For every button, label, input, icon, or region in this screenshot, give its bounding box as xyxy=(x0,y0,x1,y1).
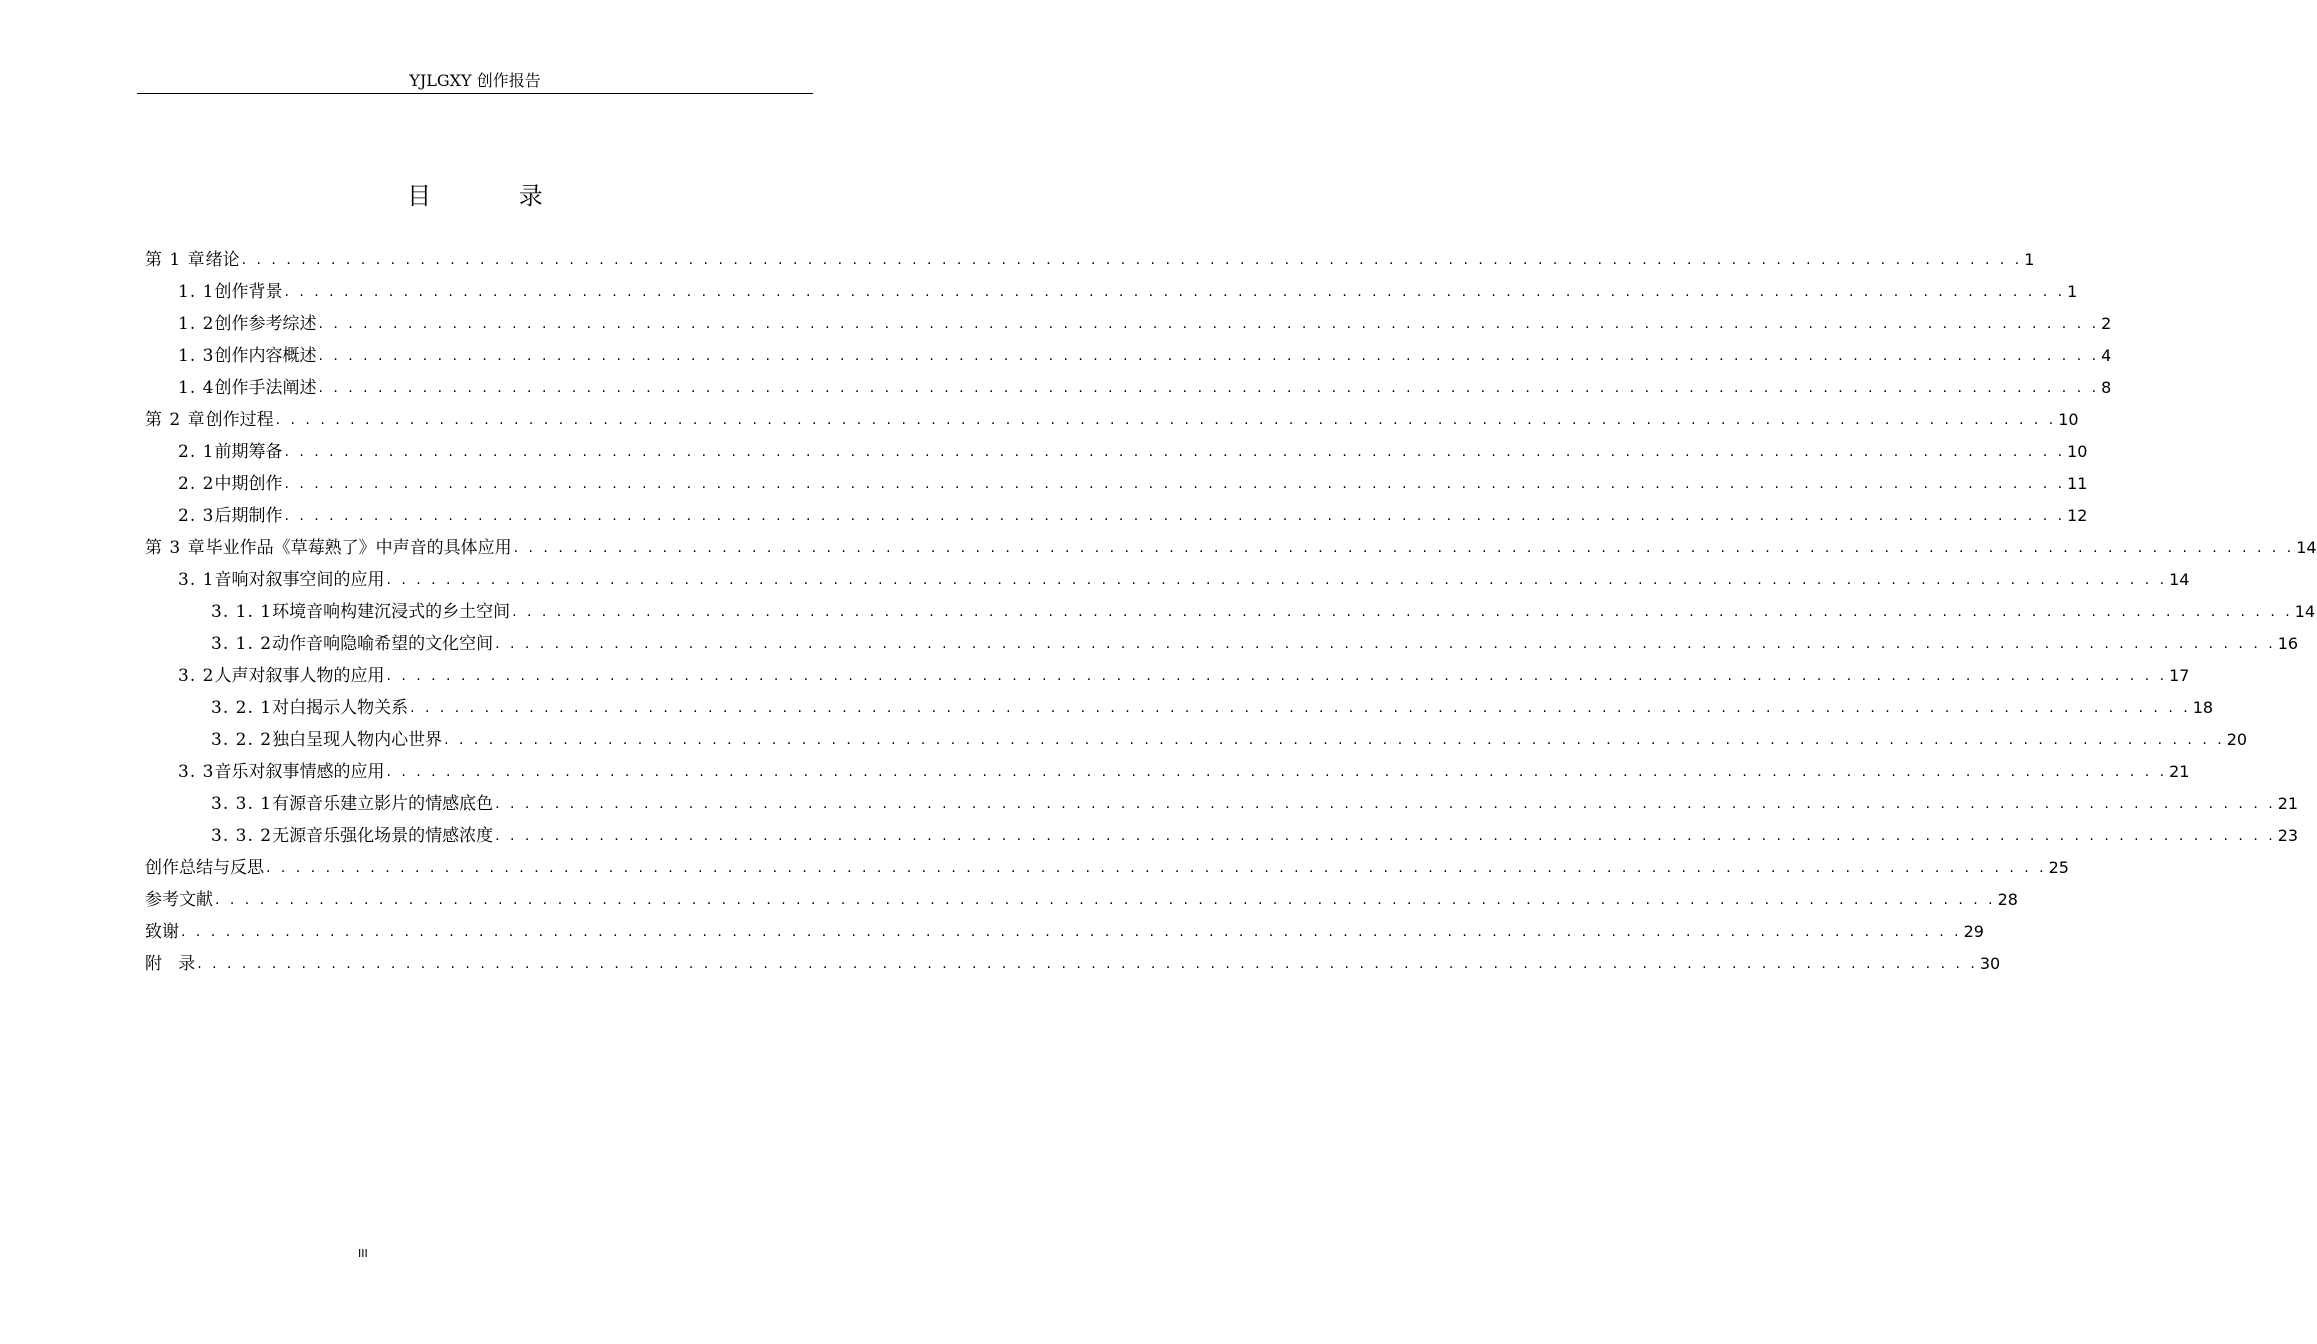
toc-dot-leader: . . . . . . . . . . . . . . . . . . . . . . . . . . . . . . . . . . . . . . . . . . . . . . . . . . . . . . . . . . . . . . . . . . . . . . . . . . . . . . . . . . . . . . . . . . . . . . . . . . . . . . . . . . . . . . . . . . . . . . . . xyxy=(215,892,1996,908)
toc-dot-leader: . . . . . . . . . . . . . . . . . . . . . . . . . . . . . . . . . . . . . . . . . . . . . . . . . . . . . . . . . . . . . . . . . . . . . . . . . . . . . . . . . . . . . . . . . . . . . . . . . . . . . . . . . . . . . . . . . . . . . . . . xyxy=(284,444,2066,460)
toc-entry-page: 16 xyxy=(2277,634,2299,653)
toc-entry[interactable] xyxy=(145,916,1984,948)
toc-entry[interactable] xyxy=(145,404,2079,436)
toc-entry-number: 1. 2 xyxy=(178,314,215,334)
toc-dot-leader: . . . . . . . . . . . . . . . . . . . . . . . . . . . . . . . . . . . . . . . . . . . . . . . . . . . . . . . . . . . . . . . . . . . . . . . . . . . . . . . . . . . . . . . . . . . . . . . . . . . . . . . . . . . . . . . . . . . . . . . . xyxy=(318,316,2100,332)
toc-entry-page: 8 xyxy=(2101,378,2112,397)
toc-entry-title: 附 录 xyxy=(145,954,196,974)
toc-entry-page: 10 xyxy=(2058,410,2079,429)
toc-title: 目 录 xyxy=(407,182,583,210)
toc-entry-title: 环境音响构建沉浸式的乡土空间 xyxy=(272,602,511,622)
toc-entry-number: 2. 1 xyxy=(178,442,215,462)
toc-dot-leader: . . . . . . . . . . . . . . . . . . . . . . . . . . . . . . . . . . . . . . . . . . . . . . . . . . . . . . . . . . . . . . . . . . . . . . . . . . . . . . . . . . . . . . . . . . . . . . . . . . . . . . . . . . . . . . . . . . . . . . . . xyxy=(495,636,2276,652)
toc-dot-leader: . . . . . . . . . . . . . . . . . . . . . . . . . . . . . . . . . . . . . . . . . . . . . . . . . . . . . . . . . . . . . . . . . . . . . . . . . . . . . . . . . . . . . . . . . . . . . . . . . . . . . . . . . . . . . . . . . . . . . . . . xyxy=(513,540,2295,556)
toc-entry-title: 有源音乐建立影片的情感底色 xyxy=(272,794,494,814)
toc-entry-title: 创作手法阐述 xyxy=(214,378,317,398)
toc-entry-page: 1 xyxy=(2067,282,2078,301)
toc-entry-page: 17 xyxy=(2169,666,2190,685)
toc-dot-leader: . . . . . . . . . . . . . . . . . . . . . . . . . . . . . . . . . . . . . . . . . . . . . . . . . . . . . . . . . . . . . . . . . . . . . . . . . . . . . . . . . . . . . . . . . . . . . . . . . . . . . . . . . . . . . . . . . . . . . . . . xyxy=(386,764,2168,780)
toc-entry-number: 第 3 章 xyxy=(145,538,206,558)
toc-entry-page: 1 xyxy=(2024,250,2035,269)
toc-entry-title: 创作过程 xyxy=(205,410,274,430)
toc-entry-title: 动作音响隐喻希望的文化空间 xyxy=(272,634,494,654)
toc-dot-leader: . . . . . . . . . . . . . . . . . . . . . . . . . . . . . . . . . . . . . . . . . . . . . . . . . . . . . . . . . . . . . . . . . . . . . . . . . . . . . . . . . . . . . . . . . . . . . . . . . . . . . . . . . . . . . . . . . . . . . . . . xyxy=(284,476,2066,492)
toc-entry-number: 第 1 章 xyxy=(145,250,206,270)
toc-entry-page: 21 xyxy=(2277,794,2299,813)
toc-entry[interactable] xyxy=(145,756,2190,788)
toc-entry-number: 3. 3. 2 xyxy=(211,826,273,846)
toc-entry-page: 18 xyxy=(2192,698,2214,717)
toc-entry-number: 2. 3 xyxy=(178,506,215,526)
toc-entry-title: 后期制作 xyxy=(214,506,283,526)
toc-dot-leader: . . . . . . . . . . . . . . . . . . . . . . . . . . . . . . . . . . . . . . . . . . . . . . . . . . . . . . . . . . . . . . . . . . . . . . . . . . . . . . . . . . . . . . . . . . . . . . . . . . . . . . . . . . . . . . . . . . . . . . . . xyxy=(275,412,2057,428)
toc-entry[interactable] xyxy=(145,564,2190,596)
toc-entry-title: 对白揭示人物关系 xyxy=(272,698,409,718)
toc-entry-title: 无源音乐强化场景的情感浓度 xyxy=(272,826,494,846)
toc-entry-number: 2. 2 xyxy=(178,474,215,494)
toc-entry-title: 毕业作品《草莓熟了》中声音的具体应用 xyxy=(205,538,512,558)
toc-entry[interactable] xyxy=(145,884,2018,916)
toc-entry-number: 3. 1. 1 xyxy=(211,602,273,622)
toc-entry[interactable] xyxy=(145,244,2035,276)
toc-entry-number: 3. 2 xyxy=(178,666,215,686)
header-rule xyxy=(137,93,813,94)
toc-entry-title: 中期创作 xyxy=(214,474,283,494)
toc-dot-leader: . . . . . . . . . . . . . . . . . . . . . . . . . . . . . . . . . . . . . . . . . . . . . . . . . . . . . . . . . . . . . . . . . . . . . . . . . . . . . . . . . . . . . . . . . . . . . . . . . . . . . . . . . . . . . . . . . . . . . . . . xyxy=(241,252,2023,268)
toc-entry[interactable] xyxy=(145,948,2001,980)
toc-entry-page: 11 xyxy=(2067,474,2088,493)
toc-entry-number: 3. 3 xyxy=(178,762,215,782)
toc-entry-number: 3. 3. 1 xyxy=(211,794,273,814)
toc-entry-number: 1. 1 xyxy=(178,282,215,302)
toc-entry-page: 23 xyxy=(2277,826,2299,845)
toc-entry-page: 21 xyxy=(2169,762,2190,781)
toc-entry-page: 2 xyxy=(2101,314,2112,333)
toc-entry[interactable] xyxy=(145,276,2078,308)
toc-entry-page: 30 xyxy=(1979,954,2001,973)
toc-dot-leader: . . . . . . . . . . . . . . . . . . . . . . . . . . . . . . . . . . . . . . . . . . . . . . . . . . . . . . . . . . . . . . . . . . . . . . . . . . . . . . . . . . . . . . . . . . . . . . . . . . . . . . . . . . . . . . . . . . . . . . . . xyxy=(512,604,2293,620)
toc-entry-title: 前期筹备 xyxy=(214,442,283,462)
toc-entry[interactable] xyxy=(145,692,2214,724)
toc-entry-number: 1. 4 xyxy=(178,378,215,398)
toc-dot-leader: . . . . . . . . . . . . . . . . . . . . . . . . . . . . . . . . . . . . . . . . . . . . . . . . . . . . . . . . . . . . . . . . . . . . . . . . . . . . . . . . . . . . . . . . . . . . . . . . . . . . . . . . . . . . . . . . . . . . . . . . xyxy=(495,796,2276,812)
toc-entry-title: 创作参考综述 xyxy=(214,314,317,334)
toc-entry-number: 3. 2. 1 xyxy=(211,698,273,718)
toc-entry[interactable] xyxy=(145,500,2088,532)
toc-entry[interactable] xyxy=(145,532,2317,564)
toc-entry-title: 创作背景 xyxy=(214,282,283,302)
toc-entry-page: 14 xyxy=(2169,570,2190,589)
toc-entry[interactable] xyxy=(145,724,2248,756)
toc-entry-title: 绪论 xyxy=(205,250,240,270)
toc-entry-title: 人声对叙事人物的应用 xyxy=(214,666,385,686)
toc-entry-title: 创作总结与反思 xyxy=(145,858,264,878)
toc-dot-leader: . . . . . . . . . . . . . . . . . . . . . . . . . . . . . . . . . . . . . . . . . . . . . . . . . . . . . . . . . . . . . . . . . . . . . . . . . . . . . . . . . . . . . . . . . . . . . . . . . . . . . . . . . . . . . . . . . . . . . . . . xyxy=(284,284,2066,300)
toc-entry-page: 10 xyxy=(2067,442,2088,461)
toc-dot-leader: . . . . . . . . . . . . . . . . . . . . . . . . . . . . . . . . . . . . . . . . . . . . . . . . . . . . . . . . . . . . . . . . . . . . . . . . . . . . . . . . . . . . . . . . . . . . . . . . . . . . . . . . . . . . . . . . . . . . . . . . xyxy=(410,700,2191,716)
toc-entry-page: 28 xyxy=(1997,890,2018,909)
toc-dot-leader: . . . . . . . . . . . . . . . . . . . . . . . . . . . . . . . . . . . . . . . . . . . . . . . . . . . . . . . . . . . . . . . . . . . . . . . . . . . . . . . . . . . . . . . . . . . . . . . . . . . . . . . . . . . . . . . . . . . . . . . . xyxy=(318,380,2100,396)
toc-entry-page: 14 xyxy=(2294,602,2316,621)
toc-dot-leader: . . . . . . . . . . . . . . . . . . . . . . . . . . . . . . . . . . . . . . . . . . . . . . . . . . . . . . . . . . . . . . . . . . . . . . . . . . . . . . . . . . . . . . . . . . . . . . . . . . . . . . . . . . . . . . . . . . . . . . . . xyxy=(284,508,2066,524)
toc-entry-page: 29 xyxy=(1963,922,1984,941)
toc-dot-leader: . . . . . . . . . . . . . . . . . . . . . . . . . . . . . . . . . . . . . . . . . . . . . . . . . . . . . . . . . . . . . . . . . . . . . . . . . . . . . . . . . . . . . . . . . . . . . . . . . . . . . . . . . . . . . . . . . . . . . . . . xyxy=(495,828,2276,844)
toc-entry-page: 14 xyxy=(2296,538,2317,557)
toc-entry-number: 3. 1 xyxy=(178,570,215,590)
toc-entry-title: 独白呈现人物内心世界 xyxy=(272,730,443,750)
toc-entry-number: 3. 1. 2 xyxy=(211,634,273,654)
toc-entry-page: 12 xyxy=(2067,506,2088,525)
toc-dot-leader: . . . . . . . . . . . . . . . . . . . . . . . . . . . . . . . . . . . . . . . . . . . . . . . . . . . . . . . . . . . . . . . . . . . . . . . . . . . . . . . . . . . . . . . . . . . . . . . . . . . . . . . . . . . . . . . . . . . . . . . . xyxy=(181,924,1962,940)
toc-entry[interactable] xyxy=(145,468,2088,500)
toc-dot-leader: . . . . . . . . . . . . . . . . . . . . . . . . . . . . . . . . . . . . . . . . . . . . . . . . . . . . . . . . . . . . . . . . . . . . . . . . . . . . . . . . . . . . . . . . . . . . . . . . . . . . . . . . . . . . . . . . . . . . . . . . xyxy=(386,572,2168,588)
toc-entry[interactable] xyxy=(145,852,2069,884)
table-of-contents xyxy=(145,244,2317,980)
toc-dot-leader: . . . . . . . . . . . . . . . . . . . . . . . . . . . . . . . . . . . . . . . . . . . . . . . . . . . . . . . . . . . . . . . . . . . . . . . . . . . . . . . . . . . . . . . . . . . . . . . . . . . . . . . . . . . . . . . . . . . . . . . . xyxy=(197,956,1978,972)
toc-entry-title: 致谢 xyxy=(145,922,179,942)
toc-entry[interactable] xyxy=(145,596,2316,628)
toc-entry-number: 第 2 章 xyxy=(145,410,206,430)
toc-entry-page: 20 xyxy=(2226,730,2248,749)
toc-entry[interactable] xyxy=(145,308,2112,340)
toc-entry-page: 25 xyxy=(2048,858,2069,877)
toc-entry[interactable] xyxy=(145,372,2112,404)
toc-entry-title: 创作内容概述 xyxy=(214,346,317,366)
toc-dot-leader: . . . . . . . . . . . . . . . . . . . . . . . . . . . . . . . . . . . . . . . . . . . . . . . . . . . . . . . . . . . . . . . . . . . . . . . . . . . . . . . . . . . . . . . . . . . . . . . . . . . . . . . . . . . . . . . . . . . . . . . . xyxy=(266,860,2047,876)
toc-entry[interactable] xyxy=(145,820,2299,852)
toc-entry-title: 参考文献 xyxy=(145,890,213,910)
toc-entry-title: 音响对叙事空间的应用 xyxy=(214,570,385,590)
toc-entry[interactable] xyxy=(145,660,2190,692)
toc-entry-title: 音乐对叙事情感的应用 xyxy=(214,762,385,782)
toc-dot-leader: . . . . . . . . . . . . . . . . . . . . . . . . . . . . . . . . . . . . . . . . . . . . . . . . . . . . . . . . . . . . . . . . . . . . . . . . . . . . . . . . . . . . . . . . . . . . . . . . . . . . . . . . . . . . . . . . . . . . . . . . xyxy=(318,348,2100,364)
toc-entry-page: 4 xyxy=(2101,346,2112,365)
toc-entry[interactable] xyxy=(145,340,2112,372)
toc-entry[interactable] xyxy=(145,788,2299,820)
toc-entry[interactable] xyxy=(145,436,2088,468)
toc-entry-number: 1. 3 xyxy=(178,346,215,366)
page-number: III xyxy=(358,1247,368,1260)
toc-dot-leader: . . . . . . . . . . . . . . . . . . . . . . . . . . . . . . . . . . . . . . . . . . . . . . . . . . . . . . . . . . . . . . . . . . . . . . . . . . . . . . . . . . . . . . . . . . . . . . . . . . . . . . . . . . . . . . . . . . . . . . . . xyxy=(444,732,2225,748)
toc-entry-number: 3. 2. 2 xyxy=(211,730,273,750)
toc-dot-leader: . . . . . . . . . . . . . . . . . . . . . . . . . . . . . . . . . . . . . . . . . . . . . . . . . . . . . . . . . . . . . . . . . . . . . . . . . . . . . . . . . . . . . . . . . . . . . . . . . . . . . . . . . . . . . . . . . . . . . . . . xyxy=(386,668,2168,684)
toc-entry[interactable] xyxy=(145,628,2299,660)
running-header: YJLGXY 创作报告 xyxy=(409,71,541,90)
